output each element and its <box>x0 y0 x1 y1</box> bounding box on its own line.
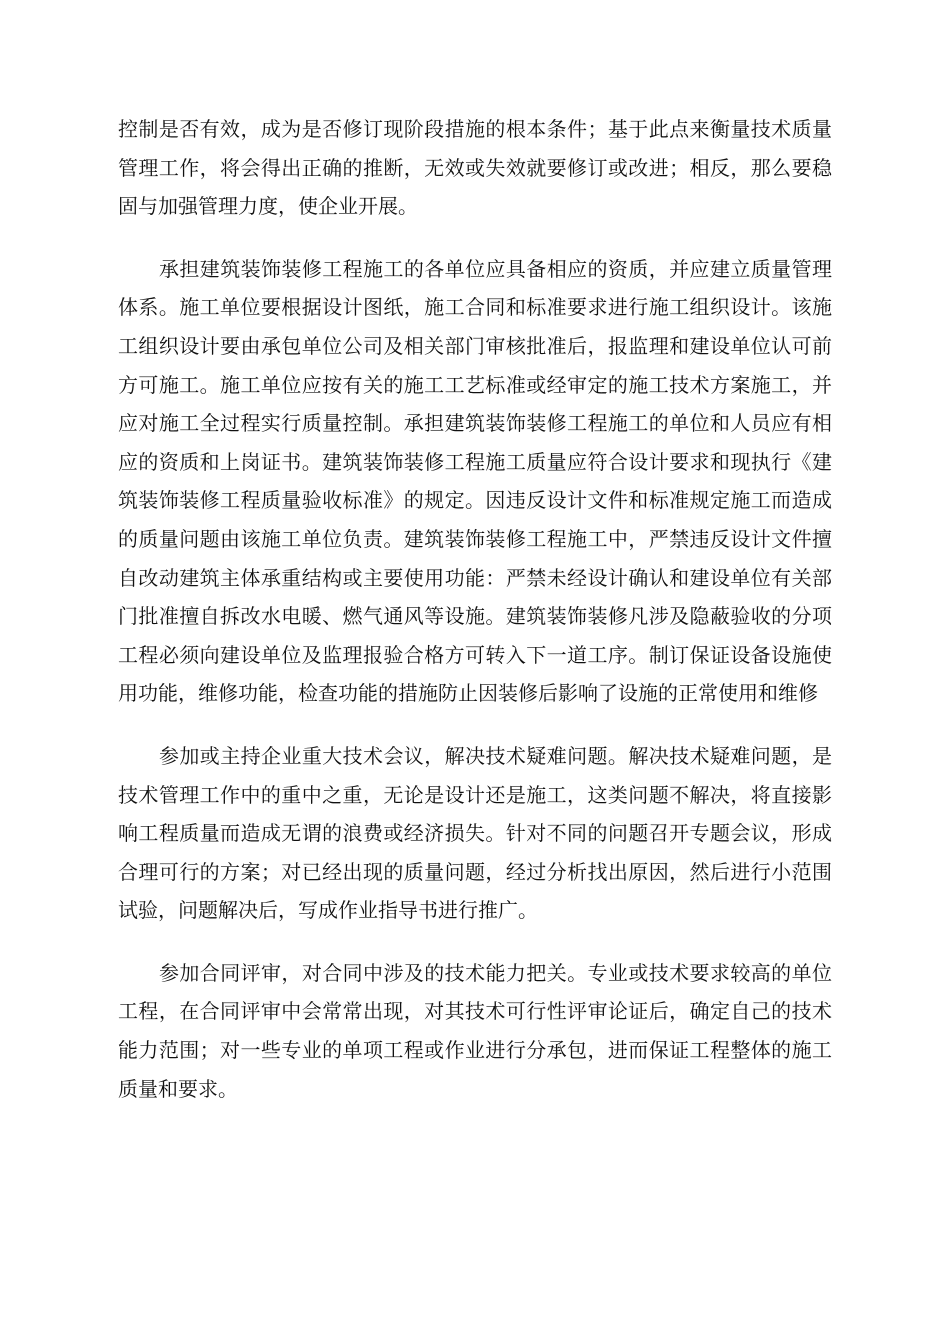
paragraph-construction-qualification: 承担建筑装饰装修工程施工的各单位应具备相应的资质，并应建立质量管理体系。施工单位要根据设计图纸，施工合同和标准要求进行施工组织设计。该施工组织设计要由承包单位公司及相关部门审核批准后，报监理和建设单位认可前方可施工。施工单位应按有关的施工工艺标准或经审定的施工技术方案施工，并应对施工全过程实行质量控制。承担建筑装饰装修工程施工的单位和人员应有相应的资质和上岗证书。建筑装饰装修工程施工质量应符合设计要求和现执行《建筑装饰装修工程质量验收标准》的规定。因违反设计文件和标准规定施工而造成的质量问题由该施工单位负责。建筑装饰装修工程施工中，严禁违反设计文件擅自改动建筑主体承重结构或主要使用功能：严禁未经设计确认和建设单位有关部门批准擅自拆改水电暖、燃气通风等设施。建筑装饰装修凡涉及隐蔽验收的分项工程必须向建设单位及监理报验合格方可转入下一道工序。制订保证设备设施使用功能，维修功能，检查功能的措施防止因装修后影响了设施的正常使用和维修 <box>118 256 832 706</box>
paragraph-contract-review: 参加合同评审，对合同中涉及的技术能力把关。专业或技术要求较高的单位工程，在合同评审中会常常出现，对其技术可行性评审论证后，确定自己的技术能力范围；对一些专业的单项工程或作业进行分承包，进而保证工程整体的施工质量和要求。 <box>118 960 832 1101</box>
paragraph-technical-meetings: 参加或主持企业重大技术会议，解决技术疑难问题。解决技术疑难问题，是技术管理工作中的重中之重，无论是设计还是施工，这类问题不解决，将直接影响工程质量而造成无谓的浪费或经济损失。针对不同的问题召开专题会议，形成合理可行的方案；对已经出现的质量问题，经过分析找出原因，然后进行小范围试验，问题解决后，写成作业指导书进行推广。 <box>118 743 832 923</box>
paragraph-control-effectiveness: 控制是否有效，成为是否修订现阶段措施的根本条件；基于此点来衡量技术质量管理工作，将会得出正确的推断，无效或失效就要修订或改进；相反，那么要稳固与加强管理力度，使企业开展。 <box>118 117 832 219</box>
document-body <box>118 110 832 1132</box>
